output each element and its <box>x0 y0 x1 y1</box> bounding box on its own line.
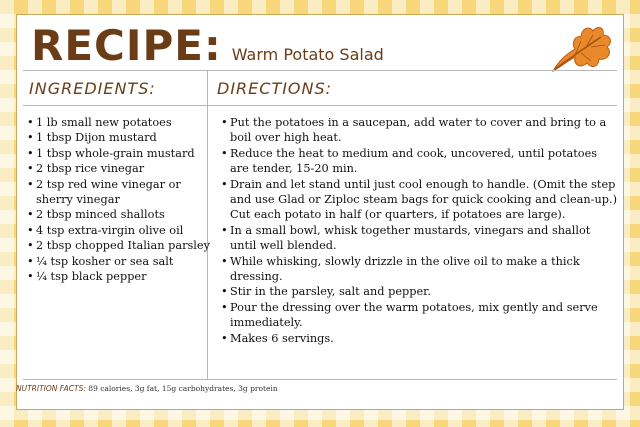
ingredient-item: • 2 tbsp minced shallots <box>27 207 217 222</box>
recipe-header <box>31 21 384 70</box>
ingredient-item: • ¼ tsp black pepper <box>27 269 217 284</box>
ingredient-item: • 1 tbsp whole-grain mustard <box>27 146 217 161</box>
footer-divider <box>23 379 617 380</box>
ingredients-heading: INGREDIENTS: <box>29 79 156 98</box>
direction-step: • Stir in the parsley, salt and pepper. <box>221 284 619 299</box>
directions-heading: DIRECTIONS: <box>217 79 333 98</box>
ingredients-list <box>27 115 217 284</box>
section-divider <box>23 105 617 106</box>
oak-leaf-icon <box>545 21 615 77</box>
recipe-title: Warm Potato Salad <box>231 45 384 64</box>
direction-step: • Put the potatoes in a saucepan, add water to cover and bring to a boil over high heat. <box>221 115 619 146</box>
header-divider <box>23 70 617 71</box>
ingredient-item: • 2 tsp red wine vinegar or sherry vinegar <box>27 177 217 208</box>
direction-step: • Pour the dressing over the warm potatoes, mix gently and serve immediately. <box>221 300 619 331</box>
nutrition-label: NUTRITION FACTS: <box>16 384 86 393</box>
ingredient-item: • 1 tbsp Dijon mustard <box>27 130 217 145</box>
ingredient-item: • ¼ tsp kosher or sea salt <box>27 254 217 269</box>
direction-step: • Makes 6 servings. <box>221 331 619 346</box>
directions-list <box>221 115 619 346</box>
ingredient-item: • 2 tbsp rice vinegar <box>27 161 217 176</box>
recipe-word: RECIPE: <box>31 21 222 70</box>
recipe-card <box>16 14 624 410</box>
ingredient-item: • 2 tbsp chopped Italian parsley <box>27 238 217 253</box>
direction-step: • While whisking, slowly drizzle in the olive oil to make a thick dressing. <box>221 254 619 285</box>
direction-step: • Reduce the heat to medium and cook, uncovered, until potatoes are tender, 15-20 min. <box>221 146 619 177</box>
ingredient-item: • 1 lb small new potatoes <box>27 115 217 130</box>
nutrition-facts <box>16 384 278 393</box>
ingredient-item: • 4 tsp extra-virgin olive oil <box>27 223 217 238</box>
direction-step: • Drain and let stand until just cool enough to handle. (Omit the step and use Glad or Ziploc steam bags for quick cooking and clean-up.) Cut each potato in half (or quarters, if potatoes are large). <box>221 177 619 223</box>
nutrition-text: 89 calories, 3g fat, 15g carbohydrates, 3g protein <box>88 384 278 393</box>
direction-step: • In a small bowl, whisk together mustards, vinegars and shallot until well blended. <box>221 223 619 254</box>
